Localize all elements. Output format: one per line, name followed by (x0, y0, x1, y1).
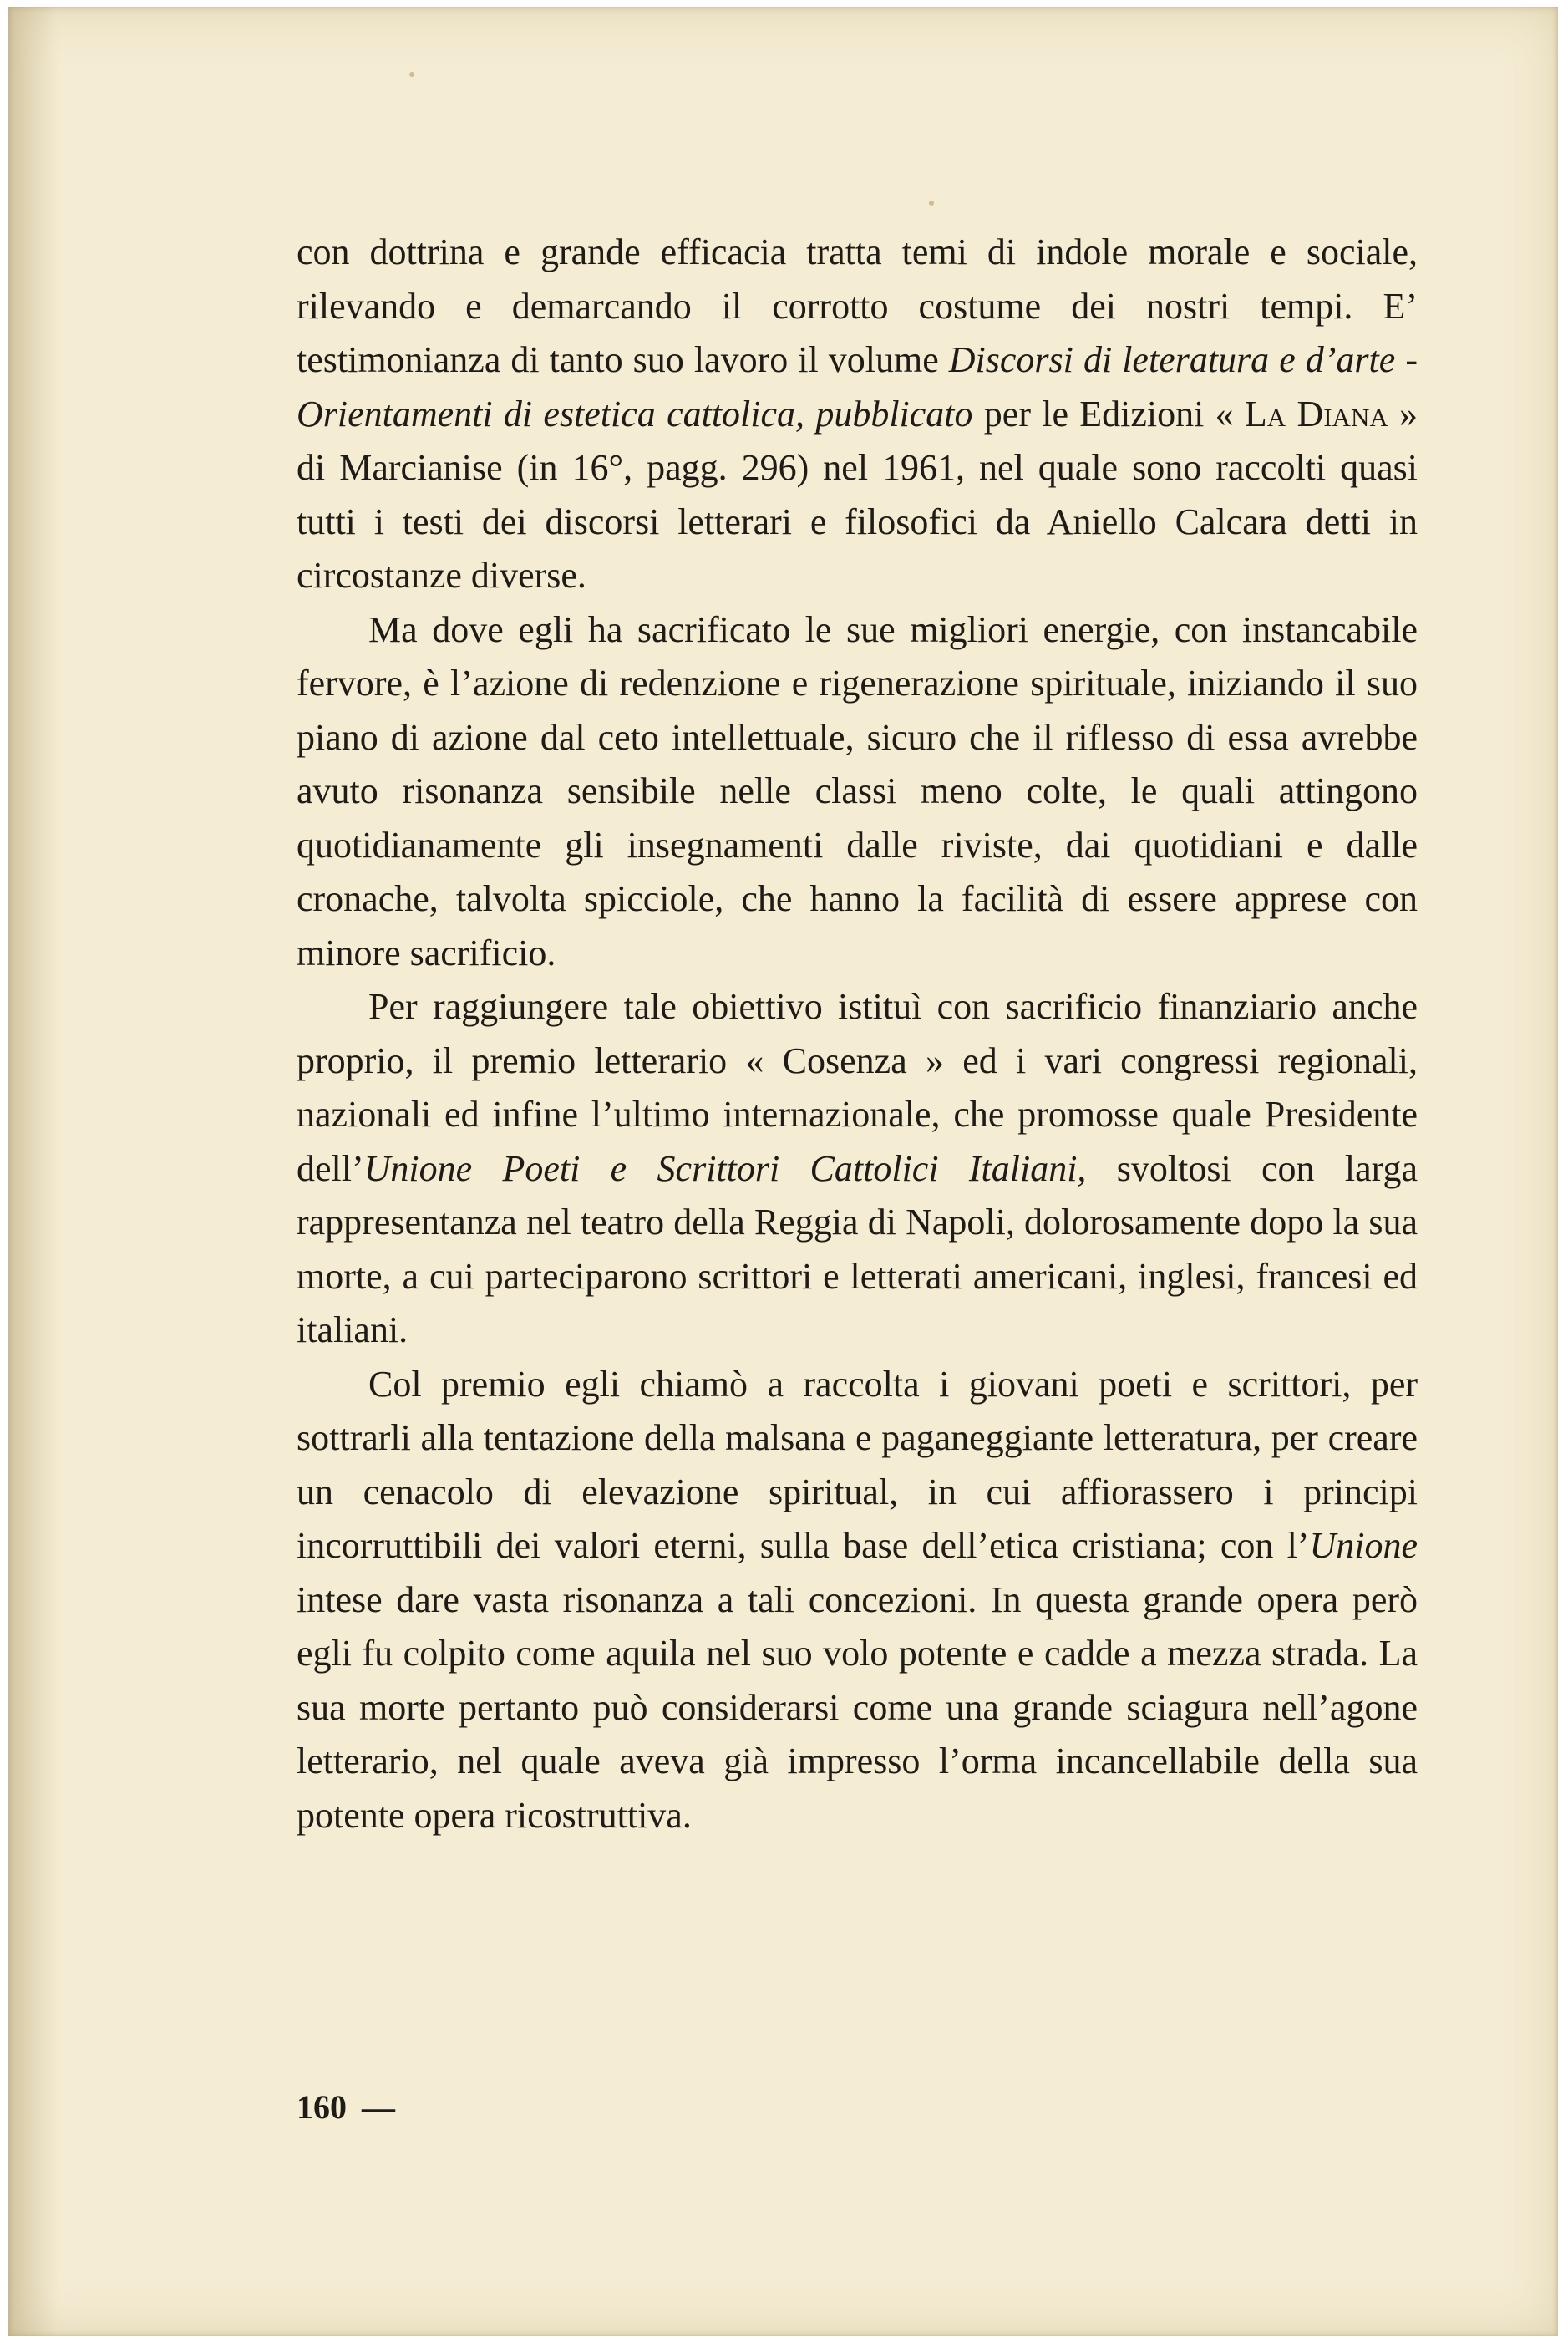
italic-title: Discorsi di leteratura e d’arte - Orientamenti di estetica cattolica, (297, 339, 1418, 435)
paragraph-1 (297, 226, 1418, 603)
text-run: Per raggiungere tale obiettivo istituì con sacrificio finanziario anche proprio, il premio letterario « Cosenza » ed i vari congressi regionali, nazionali ed infine l’ultimo internazionale, che promosse quale Presidente dell’ (297, 986, 1418, 1189)
text-run: Ma dove egli ha sacrificato le sue migliori energie, con instancabile fervore, è l’azione di redenzione e rigenerazione spirituale, iniziando il suo piano di azione dal ceto intellettuale, sicuro che il riflesso di essa avrebbe avuto risonanza sensibile nelle classi meno colte, le quali attingono quotidianamente gli insegnamenti dalle riviste, dai quotidiani e dalle cronache, talvolta spicciole, che hanno la facilità di essere apprese con minore sacrificio. (297, 608, 1418, 973)
text-run: » di Marcianise (in 16°, pagg. 296) nel 1961, nel quale sono raccolti quasi tutti i testi dei discorsi letterari e filosofici da Aniello Calcara detti in circostanze diverse. (297, 393, 1418, 596)
text-run: svoltosi con larga rappresentanza nel teatro della Reggia di Napoli, dolorosamente dopo la sua morte, a cui parteciparono scrittori e letterati americani, inglesi, francesi ed italiani. (297, 1147, 1418, 1350)
text-run (804, 394, 815, 435)
italic-title: Unione Poeti e Scrittori Cattolici Italiani, (363, 1147, 1087, 1189)
body-text (297, 226, 1418, 1842)
book-page (8, 7, 1558, 2336)
italic-title: pubblicato (815, 393, 973, 435)
publisher-name: La Diana (1244, 393, 1388, 435)
paragraph-2 (297, 603, 1418, 981)
text-run: con dottrina e grande efficacia tratta temi di indole morale e sociale, rilevando e demarcando il corrotto costume dei nostri tempi. E’ testimonianza di tanto suo lavoro il volume (297, 231, 1418, 380)
paper-speck (929, 201, 934, 206)
paragraph-4 (297, 1358, 1418, 1843)
paper-speck (409, 72, 414, 77)
page-folio (297, 2087, 410, 2127)
paragraph-3 (297, 980, 1418, 1358)
text-run: intese dare vasta risonanza a tali concezioni. In questa grande opera però egli fu colpito come aquila nel suo volo potente e cadde a mezza strada. La sua morte pertanto può considerarsi come una grande sciagura nell’agone letterario, nel quale aveva già impresso l’orma incancellabile della sua potente opera ricostruttiva. (297, 1578, 1418, 1836)
text-run: per le Edizioni « (972, 393, 1245, 435)
italic-title: Unione (1309, 1525, 1418, 1566)
text-run: Col premio egli chiamò a raccolta i giovani poeti e scrittori, per sottrarli alla tentazione della malsana e paganeggiante letteratura, per creare un cenacolo di elevazione spiritual, in cui affiorassero i principi incorruttibili dei valori eterni, sulla base dell’etica cristiana; con l’ (297, 1363, 1418, 1566)
page-number: 160 (297, 2088, 347, 2126)
folio-dash: — (362, 2088, 395, 2126)
